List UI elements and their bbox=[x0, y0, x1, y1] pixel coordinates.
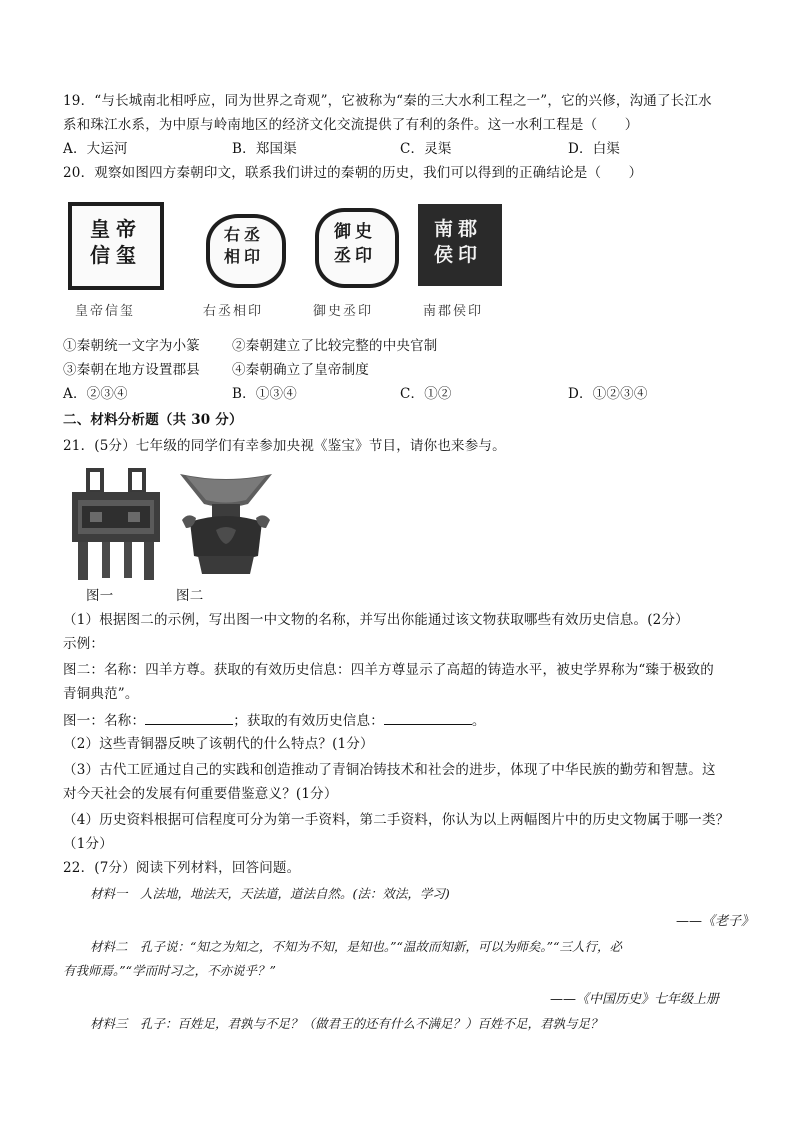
q22-stem: 22．(7分）阅读下列材料，回答问题。 bbox=[63, 860, 301, 876]
q21-part-1: （1）根据图二的示例，写出图一中文物的名称，并写出你能通过该文物获取哪些有效历史信息。(2分） bbox=[63, 612, 689, 628]
q22-material-3: 材料三 孔子：百姓足，君孰与不足？（做君王的还有什么不满足？）百姓不足，君孰与足？ bbox=[90, 1016, 603, 1031]
q21-part-3-line-1: （3）古代工匠通过自己的实践和创造推动了青铜冶铸技术和社会的进步，体现了中华民族的勤劳和智慧。这 bbox=[63, 762, 716, 778]
figure-2-caption: 图二 bbox=[176, 588, 204, 604]
q19-option-b: B．郑国渠 bbox=[232, 141, 297, 157]
seal-3-chars: 御史 丞印 bbox=[334, 222, 376, 266]
q20-statement-4: ④秦朝确立了皇帝制度 bbox=[232, 362, 369, 378]
seal-4-label: 南郡侯印 bbox=[423, 304, 484, 319]
q20-option-b: B．①③④ bbox=[232, 386, 297, 402]
q19-option-d: D．白渠 bbox=[568, 141, 621, 157]
q22-material-2-source: ——《中国历史》七年级上册 bbox=[550, 992, 720, 1007]
q21-name-label: 图一：名称： bbox=[63, 713, 146, 729]
q21-part-3-line-2: 对今天社会的发展有何重要借鉴意义？(1分） bbox=[63, 786, 338, 802]
q21-example-line-2: 青铜典范”。 bbox=[63, 686, 139, 702]
q21-part-2: （2）这些青铜器反映了该朝代的什么特点？(1分） bbox=[63, 736, 374, 752]
q20-statement-2: ②秦朝建立了比较完整的中央官制 bbox=[232, 338, 438, 354]
seal-1-chars: 皇帝 信玺 bbox=[90, 217, 142, 267]
seal-2-label: 右丞相印 bbox=[203, 304, 264, 319]
q20-statement-3: ③秦朝在地方设置郡县 bbox=[63, 362, 200, 378]
q19-line-2: 系和珠江水系，为中原与岭南地区的经济文化交流提供了有利的条件。这一水利工程是（ ） bbox=[63, 117, 639, 133]
q20-statement-1: ①秦朝统一文字为小篆 bbox=[63, 338, 200, 354]
q21-info-label: ；获取的有效历史信息： bbox=[233, 713, 384, 729]
four-goat-zun-image bbox=[176, 470, 276, 578]
q20-option-c: C．①② bbox=[400, 386, 452, 402]
q21-answer-line bbox=[63, 710, 486, 731]
q20-stem: 20．观察如图四方秦朝印文，联系我们讲过的秦朝的历史，我们可以得到的正确结论是（ ） bbox=[63, 165, 643, 181]
q22-material-1: 材料一 人法地，地法天，天法道，道法自然。(法：效法，学习) bbox=[90, 886, 450, 901]
square-ding-image bbox=[68, 466, 164, 582]
q22-material-1-source: ——《老子》 bbox=[676, 914, 755, 929]
q19-option-c: C．灵渠 bbox=[400, 141, 452, 157]
seal-1-label: 皇帝信玺 bbox=[75, 304, 136, 319]
q21-info-blank[interactable] bbox=[384, 710, 472, 725]
seal-2-chars: 右丞 相印 bbox=[223, 225, 264, 266]
q19-option-a: A．大运河 bbox=[63, 141, 128, 157]
q21-stem: 21．(5分）七年级的同学们有幸参加央视《鉴宝》节目，请你也来参与。 bbox=[63, 438, 506, 454]
q20-option-a: A．②③④ bbox=[63, 386, 128, 402]
q21-example-label: 示例： bbox=[63, 636, 105, 652]
figure-1-caption: 图一 bbox=[86, 588, 114, 604]
q22-material-2-line-2: 有我师焉。”“学而时习之，不亦说乎？” bbox=[63, 963, 276, 978]
q21-part-4-line-1: （4）历史资料根据可信程度可分为第一手资料，第二手资料，你认为以上两幅图片中的历史文物属于哪一类？ bbox=[63, 812, 730, 828]
q21-part-4-line-2: （1分） bbox=[63, 836, 113, 852]
q21-name-blank[interactable] bbox=[145, 710, 233, 725]
seal-image-strip bbox=[63, 186, 503, 326]
q22-material-2-line-1: 材料二 孔子说：“知之为知之，不知为不知，是知也。”“温故而知新，可以为师矣。”“三人行，必 bbox=[90, 939, 622, 954]
q20-option-d: D．①②③④ bbox=[568, 386, 648, 402]
seal-4-chars: 南郡 侯印 bbox=[433, 218, 482, 266]
seal-3-label: 御史丞印 bbox=[313, 304, 374, 319]
section-2-title: 二、材料分析题（共 30 分） bbox=[63, 412, 243, 428]
q21-end-mark: 。 bbox=[471, 713, 486, 729]
q21-example-line-1: 图二：名称：四羊方尊。获取的有效历史信息：四羊方尊显示了高超的铸造水平，被史学界称为“臻于极致的 bbox=[63, 662, 714, 678]
q19-line-1: 19．“与长城南北相呼应，同为世界之奇观”，它被称为“秦的三大水利工程之一”，它的兴修，沟通了长江水 bbox=[63, 93, 712, 109]
